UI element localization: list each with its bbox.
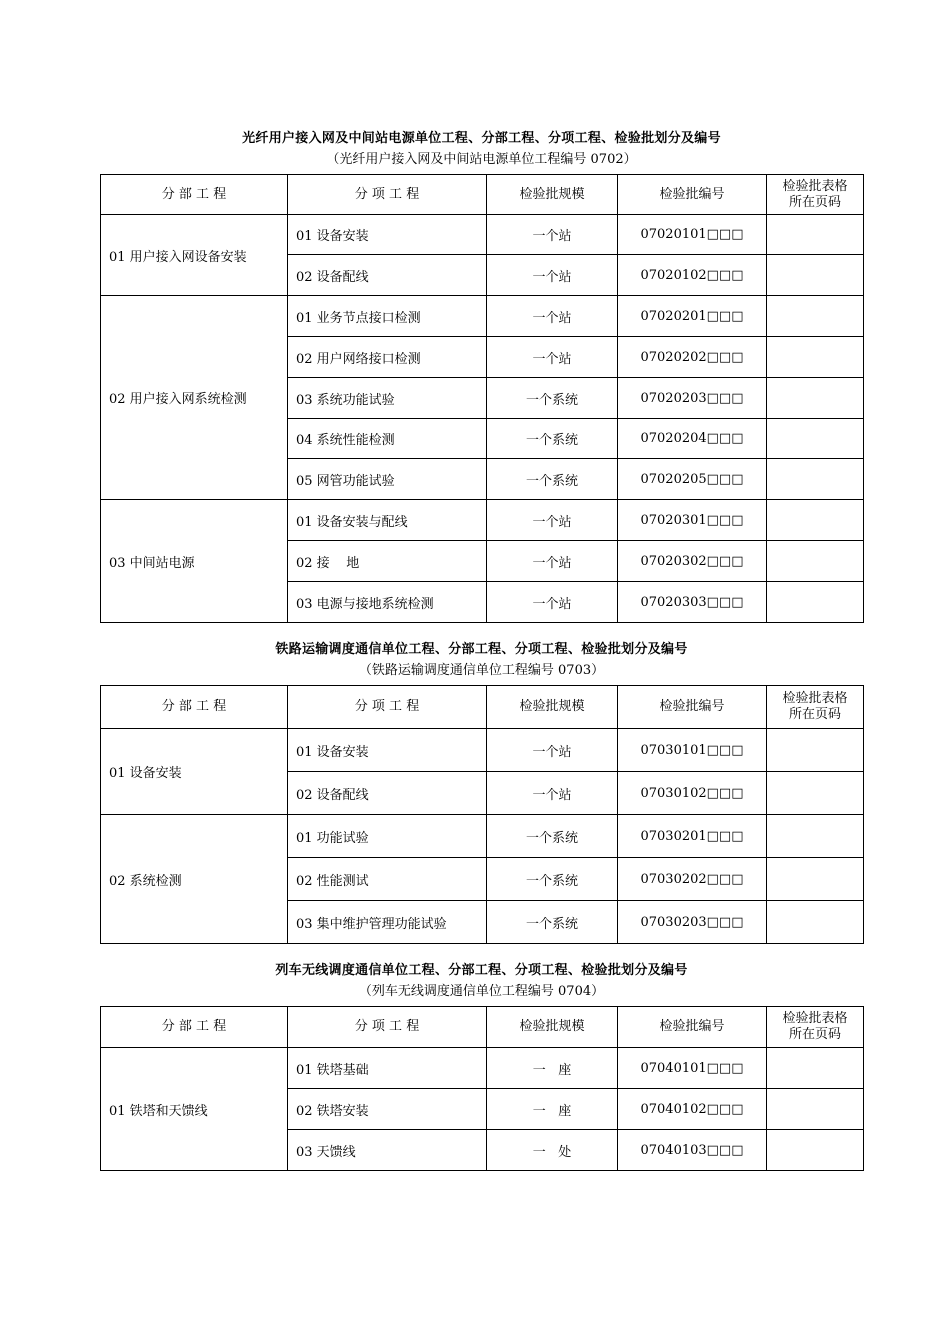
subitem-cell: 01 业务节点接口检测	[288, 296, 487, 337]
code-cell: 07040101□□□	[618, 1048, 767, 1089]
scale-cell: 一个站	[487, 500, 618, 541]
subitem-cell: 02 铁塔安装	[288, 1089, 487, 1130]
header-page: 检验批表格 所在页码	[767, 175, 864, 215]
division-table	[100, 174, 864, 623]
section-subtitle: （光纤用户接入网及中间站电源单位工程编号 0702）	[326, 152, 637, 167]
header-division: 分 部 工 程	[101, 175, 288, 215]
code-cell: 07020303□□□	[618, 582, 767, 623]
page-cell	[767, 255, 864, 296]
subitem-cell: 01 设备安装与配线	[288, 500, 487, 541]
subitem-cell: 03 天馈线	[288, 1130, 487, 1171]
header-page: 检验批表格 所在页码	[767, 1007, 864, 1048]
scale-cell: 一个系统	[487, 419, 618, 459]
code-cell: 07030202□□□	[618, 858, 767, 901]
table-row	[101, 1048, 864, 1089]
page-cell	[767, 500, 864, 541]
table-header-row	[101, 686, 864, 729]
code-cell: 07030201□□□	[618, 815, 767, 858]
scale-cell: 一个站	[487, 215, 618, 255]
table-header-row	[101, 175, 864, 215]
section-0703	[100, 639, 863, 944]
header-scale: 检验批规模	[487, 686, 618, 729]
division-table	[100, 1006, 864, 1171]
scale-cell: 一个系统	[487, 858, 618, 901]
code-cell: 07040103□□□	[618, 1130, 767, 1171]
section-title: 光纤用户接入网及中间站电源单位工程、分部工程、分项工程、检验批划分及编号	[242, 131, 721, 146]
section-0704	[100, 960, 863, 1171]
page-cell	[767, 215, 864, 255]
scale-cell: 一个站	[487, 729, 618, 772]
header-division: 分 部 工 程	[101, 1007, 288, 1048]
scale-cell: 一个站	[487, 582, 618, 623]
scale-cell: 一 处	[487, 1130, 618, 1171]
subitem-cell: 02 设备配线	[288, 255, 487, 296]
division-table	[100, 685, 864, 944]
table-row	[101, 500, 864, 541]
scale-cell: 一个系统	[487, 378, 618, 419]
code-cell: 07020203□□□	[618, 378, 767, 419]
division-cell: 01 设备安装	[101, 729, 288, 815]
page-cell	[767, 378, 864, 419]
header-subitem: 分 项 工 程	[288, 1007, 487, 1048]
subitem-cell: 02 性能测试	[288, 858, 487, 901]
header-scale: 检验批规模	[487, 175, 618, 215]
section-title: 列车无线调度通信单位工程、分部工程、分项工程、检验批划分及编号	[275, 963, 688, 978]
division-cell: 02 用户接入网系统检测	[101, 296, 288, 500]
scale-cell: 一个站	[487, 255, 618, 296]
subitem-cell: 01 设备安装	[288, 215, 487, 255]
page-cell	[767, 815, 864, 858]
subitem-cell: 01 功能试验	[288, 815, 487, 858]
header-code: 检验批编号	[618, 686, 767, 729]
page-cell	[767, 1089, 864, 1130]
code-cell: 07030101□□□	[618, 729, 767, 772]
page-cell	[767, 772, 864, 815]
division-cell: 01 铁塔和天馈线	[101, 1048, 288, 1171]
table-header-row	[101, 1007, 864, 1048]
subitem-cell: 02 接 地	[288, 541, 487, 582]
division-cell: 02 系统检测	[101, 815, 288, 944]
code-cell: 07020204□□□	[618, 419, 767, 459]
code-cell: 07040102□□□	[618, 1089, 767, 1130]
section-0702	[100, 128, 863, 623]
page-cell	[767, 419, 864, 459]
subitem-cell: 01 铁塔基础	[288, 1048, 487, 1089]
scale-cell: 一个站	[487, 772, 618, 815]
header-subitem: 分 项 工 程	[288, 686, 487, 729]
subitem-cell: 03 电源与接地系统检测	[288, 582, 487, 623]
page-cell	[767, 1048, 864, 1089]
table-row	[101, 815, 864, 858]
code-cell: 07020102□□□	[618, 255, 767, 296]
scale-cell: 一个系统	[487, 815, 618, 858]
section-subtitle: （列车无线调度通信单位工程编号 0704）	[358, 984, 605, 999]
header-scale: 检验批规模	[487, 1007, 618, 1048]
section-title: 铁路运输调度通信单位工程、分部工程、分项工程、检验批划分及编号	[275, 642, 688, 657]
scale-cell: 一个站	[487, 296, 618, 337]
subitem-cell: 03 系统功能试验	[288, 378, 487, 419]
code-cell: 07030102□□□	[618, 772, 767, 815]
scale-cell: 一 座	[487, 1048, 618, 1089]
page-cell	[767, 337, 864, 378]
subitem-cell: 05 网管功能试验	[288, 459, 487, 500]
section-subtitle: （铁路运输调度通信单位工程编号 0703）	[358, 663, 605, 678]
page-cell	[767, 901, 864, 944]
code-cell: 07020101□□□	[618, 215, 767, 255]
division-cell: 01 用户接入网设备安装	[101, 215, 288, 296]
header-code: 检验批编号	[618, 175, 767, 215]
header-division: 分 部 工 程	[101, 686, 288, 729]
header-code: 检验批编号	[618, 1007, 767, 1048]
scale-cell: 一个系统	[487, 901, 618, 944]
subitem-cell: 04 系统性能检测	[288, 419, 487, 459]
code-cell: 07020302□□□	[618, 541, 767, 582]
subitem-cell: 01 设备安装	[288, 729, 487, 772]
scale-cell: 一个站	[487, 337, 618, 378]
page-cell	[767, 729, 864, 772]
subitem-cell: 03 集中维护管理功能试验	[288, 901, 487, 944]
code-cell: 07020201□□□	[618, 296, 767, 337]
page-cell	[767, 582, 864, 623]
page-cell	[767, 541, 864, 582]
code-cell: 07030203□□□	[618, 901, 767, 944]
page-cell	[767, 1130, 864, 1171]
scale-cell: 一个站	[487, 541, 618, 582]
code-cell: 07020202□□□	[618, 337, 767, 378]
scale-cell: 一个系统	[487, 459, 618, 500]
header-page: 检验批表格 所在页码	[767, 686, 864, 729]
page-cell	[767, 858, 864, 901]
table-row	[101, 215, 864, 255]
code-cell: 07020205□□□	[618, 459, 767, 500]
header-subitem: 分 项 工 程	[288, 175, 487, 215]
subitem-cell: 02 设备配线	[288, 772, 487, 815]
code-cell: 07020301□□□	[618, 500, 767, 541]
table-row	[101, 729, 864, 772]
scale-cell: 一 座	[487, 1089, 618, 1130]
page-cell	[767, 296, 864, 337]
division-cell: 03 中间站电源	[101, 500, 288, 623]
subitem-cell: 02 用户网络接口检测	[288, 337, 487, 378]
page-cell	[767, 459, 864, 500]
table-row	[101, 296, 864, 337]
